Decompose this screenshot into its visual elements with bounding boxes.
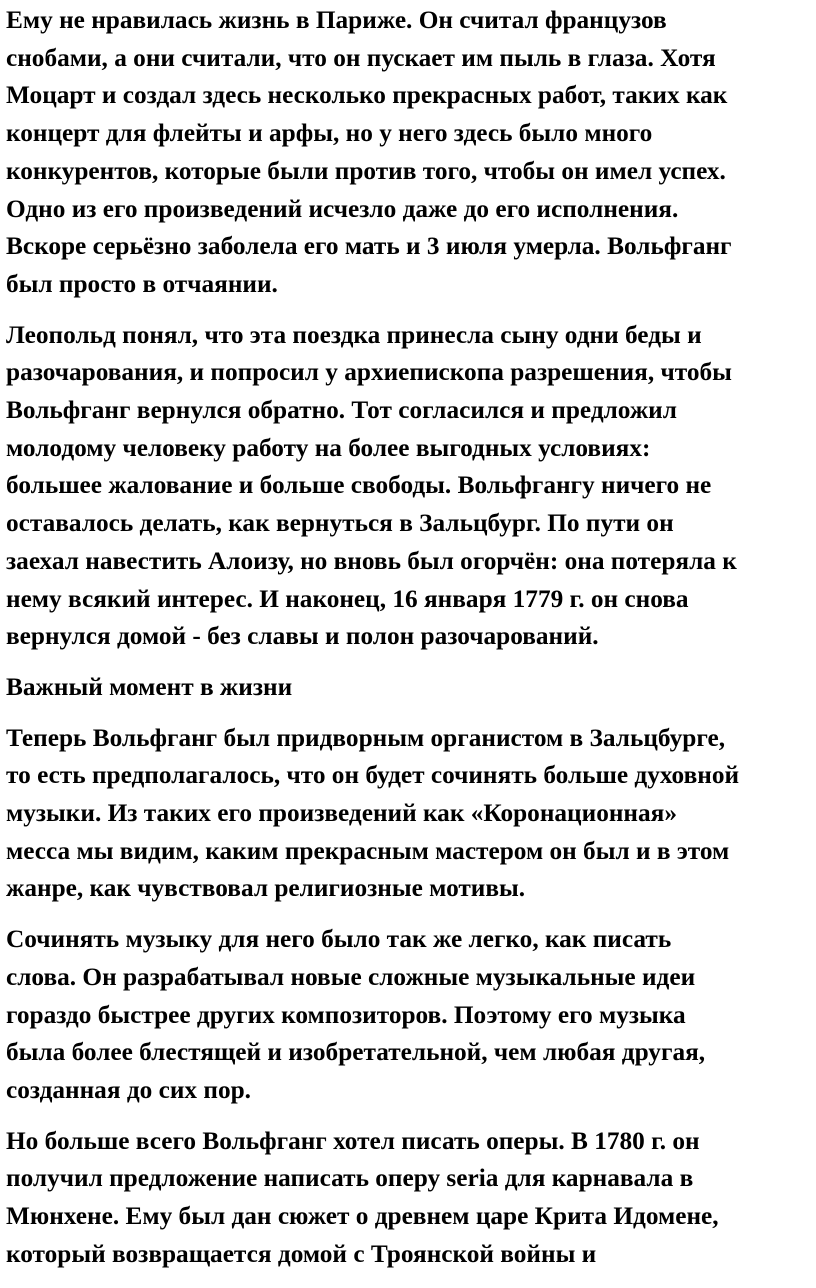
text-line: музыки. Из таких его произведений как «Коронационная» bbox=[6, 799, 677, 828]
text-line: большее жалование и больше свободы. Вольфгангу ничего не bbox=[6, 471, 712, 500]
text-line: Но больше всего Вольфганг хотел писать оперы. В 1780 г. он bbox=[6, 1126, 700, 1155]
text-line: гораздо быстрее других композиторов. Поэтому его музыка bbox=[6, 1000, 686, 1029]
text-line: Вскоре серьёзно заболела его мать и 3 июля умерла. Вольфганг bbox=[6, 232, 732, 261]
text-line: Мюнхене. Ему был дан сюжет о древнем царе Крита Идомене, bbox=[6, 1202, 719, 1231]
text-line: Ему не нравилась жизнь в Париже. Он считал французов bbox=[6, 6, 667, 34]
text-line: то есть предполагалось, что он будет сочинять больше духовной bbox=[6, 761, 740, 790]
text-line: концерт для флейты и арфы, но у него здесь было много bbox=[6, 119, 653, 148]
text-line: Вольфганг вернулся обратно. Тот согласился и предложил bbox=[6, 396, 677, 425]
paragraph-organist bbox=[6, 720, 816, 909]
text-line: вернулся домой - без славы и полон разочарований. bbox=[6, 622, 599, 651]
text-line: который возвращается домой с Троянской войны и bbox=[6, 1239, 597, 1268]
text-line: Моцарт и создал здесь несколько прекрасных работ, таких как bbox=[6, 81, 728, 110]
text-line: был просто в отчаянии. bbox=[6, 269, 278, 298]
text-line: была более блестящей и изобретательной, чем любая другая, bbox=[6, 1038, 706, 1067]
paragraph-leopold bbox=[6, 317, 816, 656]
text-line: Леопольд понял, что эта поездка принесла сыну одни беды и bbox=[6, 320, 702, 349]
text-line: Сочинять музыку для него было так же легко, как писать bbox=[6, 925, 672, 954]
paragraph-composing bbox=[6, 921, 816, 1110]
text-line: Теперь Вольфганг был придворным органистом в Зальцбурге, bbox=[6, 723, 726, 752]
text-line: заехал навестить Алоизу, но вновь был огорчён: она потеряла к bbox=[6, 546, 737, 575]
text-line: молодому человеку работу на более выгодных условиях: bbox=[6, 433, 651, 462]
text-line: разочарования, и попросил у архиепископа разрешения, чтобы bbox=[6, 358, 732, 387]
text-line: слова. Он разрабатывал новые сложные музыкальные идеи bbox=[6, 962, 696, 991]
paragraph-paris bbox=[6, 2, 816, 304]
text-line: получил предложение написать оперу seria для карнавала в bbox=[6, 1164, 694, 1193]
text-line: нему всякий интерес. И наконец, 16 января 1779 г. он снова bbox=[6, 584, 689, 613]
text-line: месса мы видим, каким прекрасным мастером он был и в этом bbox=[6, 836, 730, 865]
text-line: Одно из его произведений исчезло даже до его исполнения. bbox=[6, 194, 679, 223]
text-line: оставалось делать, как вернуться в Зальцбург. По пути он bbox=[6, 509, 674, 538]
text-line: снобами, а они считали, что он пускает им пыль в глаза. Хотя bbox=[6, 43, 716, 72]
text-line: жанре, как чувствовал религиозные мотивы. bbox=[6, 874, 526, 903]
text-line: конкурентов, которые были против того, чтобы он имел успех. bbox=[6, 156, 726, 185]
section-heading bbox=[6, 669, 816, 707]
text-line: созданная до сих пор. bbox=[6, 1075, 252, 1104]
heading-text: Важный момент в жизни bbox=[6, 672, 293, 701]
paragraph-opera bbox=[6, 1123, 816, 1274]
